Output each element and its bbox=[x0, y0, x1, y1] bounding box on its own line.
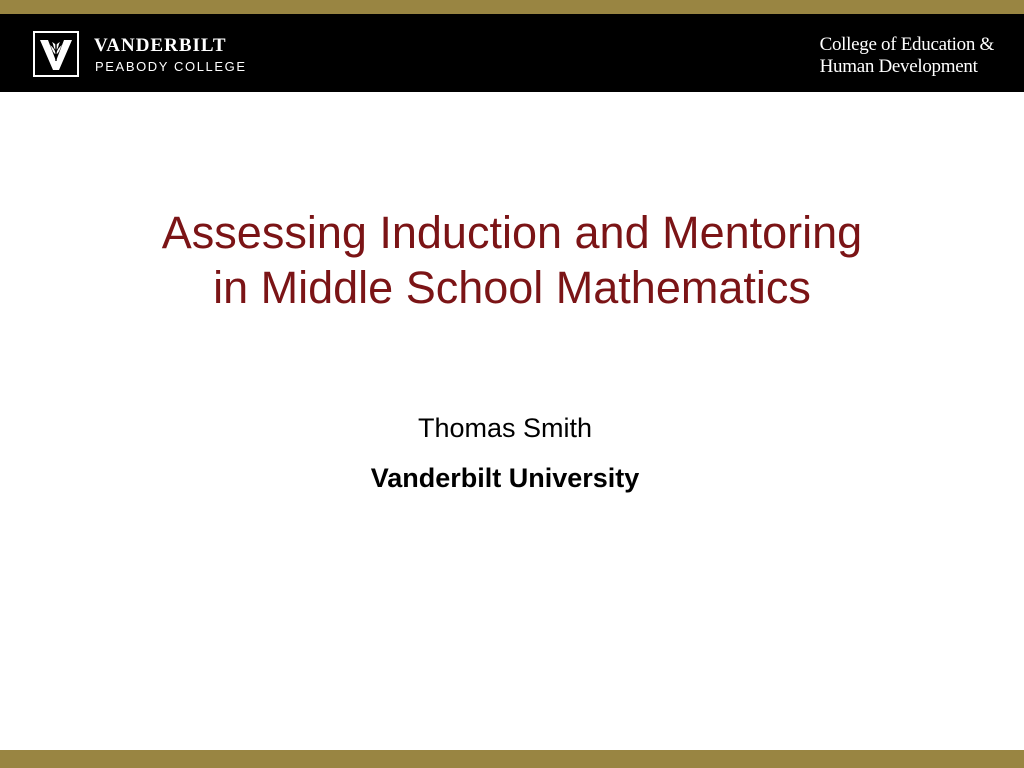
title-line-2: in Middle School Mathematics bbox=[213, 262, 811, 313]
brand-name: VANDERBILT bbox=[94, 35, 227, 56]
college-line-2: Human Development bbox=[819, 56, 978, 77]
vanderbilt-logo-icon bbox=[33, 31, 79, 77]
header-bar bbox=[0, 14, 1024, 92]
slide-title bbox=[0, 205, 1024, 315]
top-gold-stripe bbox=[0, 0, 1024, 14]
brand-subtitle: PEABODY COLLEGE bbox=[95, 59, 247, 74]
author-affiliation: Vanderbilt University bbox=[370, 463, 640, 493]
title-line-1: Assessing Induction and Mentoring bbox=[161, 207, 863, 258]
bottom-gold-stripe bbox=[0, 750, 1024, 768]
college-line-1: College of Education & bbox=[819, 34, 994, 55]
author-name: Thomas Smith bbox=[417, 413, 593, 443]
oak-leaf-v-icon bbox=[35, 33, 77, 75]
college-name bbox=[820, 34, 994, 78]
